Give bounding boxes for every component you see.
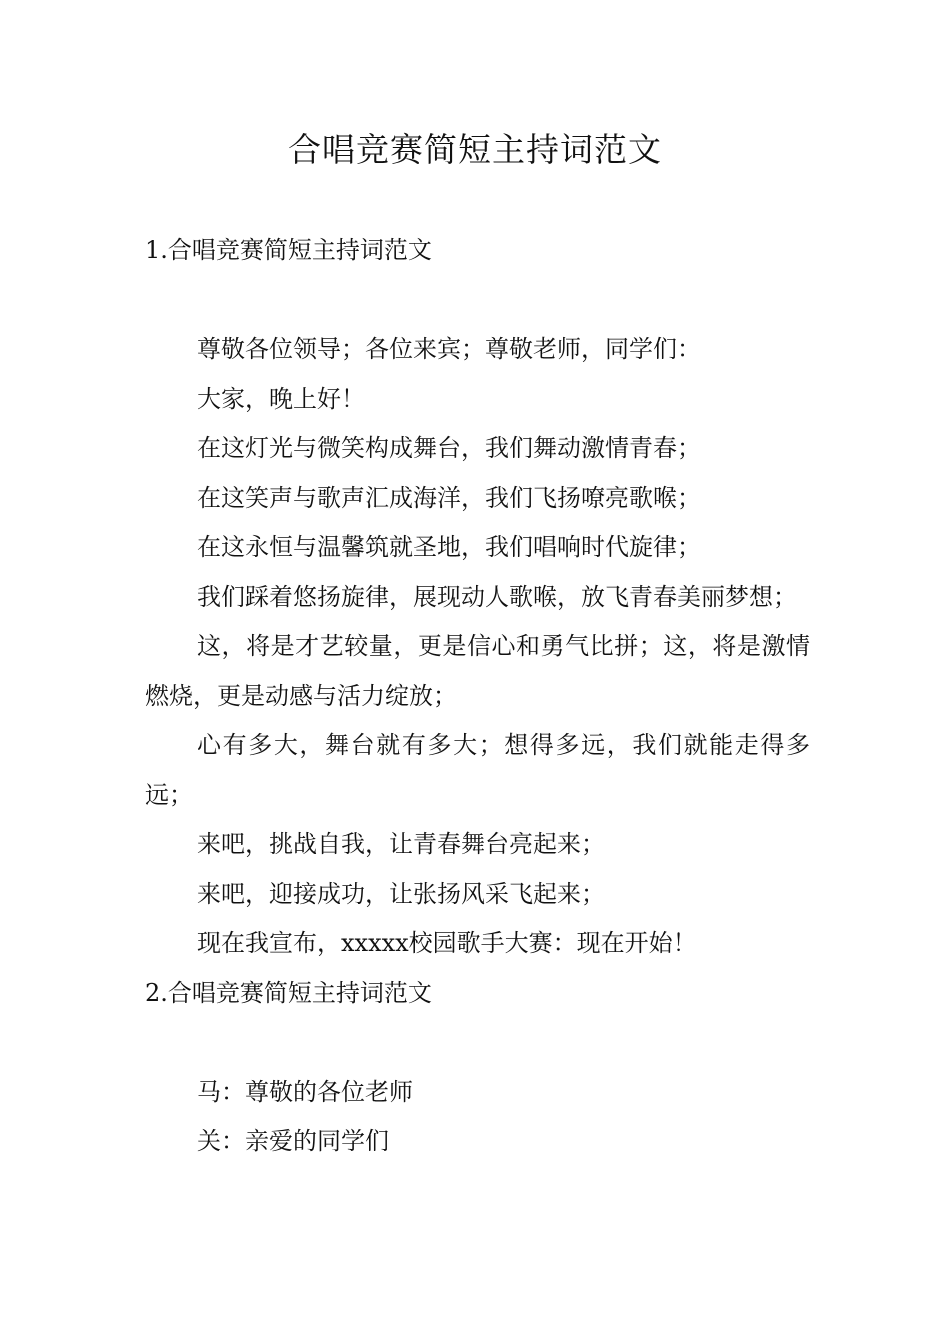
paragraph: 关：亲爱的同学们 — [197, 1127, 389, 1155]
blank-line — [145, 1018, 810, 1068]
paragraph: 心有多大，舞台就有多大；想得多远，我们就能走得多远； — [145, 731, 810, 809]
document-body — [145, 226, 810, 1167]
section-heading-2: 2.合唱竞赛简短主持词范文 — [145, 978, 432, 1007]
paragraph: 我们踩着悠扬旋律，展现动人歌喉，放飞青春美丽梦想； — [197, 582, 797, 611]
paragraph: 在这永恒与温馨筑就圣地，我们唱响时代旋律； — [197, 533, 701, 561]
paragraph: 来吧，挑战自我，让青春舞台亮起来； — [197, 830, 605, 858]
paragraph: 在这笑声与歌声汇成海洋，我们飞扬嘹亮歌喉； — [197, 483, 701, 512]
paragraph: 现在我宣布，xxxxx校园歌手大赛：现在开始！ — [197, 929, 697, 957]
paragraph: 在这灯光与微笑构成舞台，我们舞动激情青春； — [197, 434, 701, 462]
paragraph: 马：尊敬的各位老师 — [197, 1077, 413, 1106]
paragraph: 这，将是才艺较量，更是信心和勇气比拼；这，将是激情燃烧，更是动感与活力绽放； — [145, 632, 810, 710]
section-heading-1: 1.合唱竞赛简短主持词范文 — [145, 236, 432, 264]
blank-line — [145, 276, 810, 326]
paragraph: 尊敬各位领导；各位来宾；尊敬老师，同学们： — [197, 335, 701, 363]
paragraph: 大家，晚上好！ — [197, 384, 365, 413]
paragraph: 来吧，迎接成功，让张扬风采飞起来； — [197, 879, 605, 908]
document-title: 合唱竞赛简短主持词范文 — [288, 130, 662, 169]
